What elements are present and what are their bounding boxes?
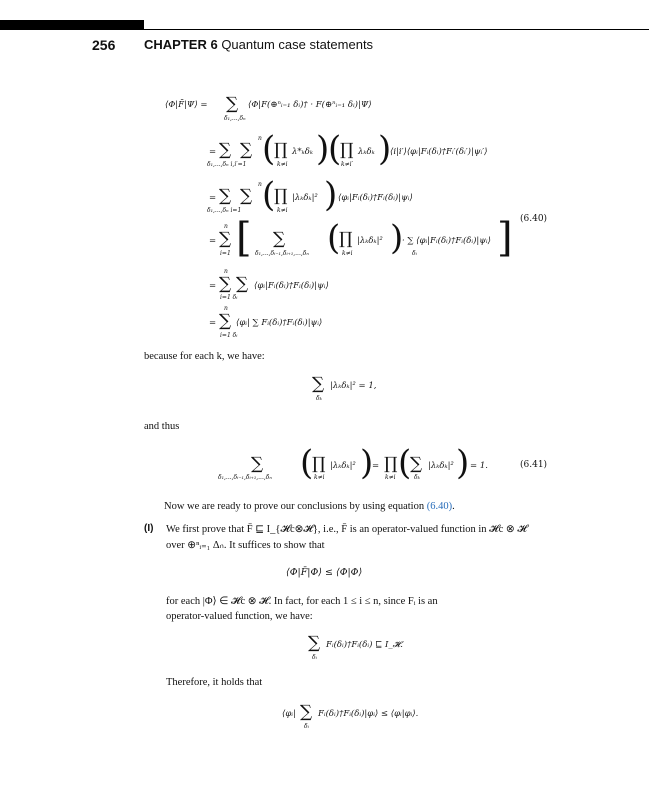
eq-sub-k: k≠i	[277, 207, 288, 214]
proof-intro	[164, 501, 455, 512]
sum-symbol: ∑	[219, 274, 232, 294]
page-number: 256	[92, 37, 116, 53]
sum-symbol: ∑	[312, 374, 325, 394]
eq-line4-body: · ∑ ⟨φᵢ|Fᵢ(δᵢ)†Fᵢ(δᵢ)|ψᵢ⟩	[402, 236, 491, 246]
sum-body: Fᵢ(δᵢ)†Fᵢ(δᵢ) ⊑ I_𝓗.	[326, 640, 403, 650]
sum-symbol: ∑	[226, 94, 239, 114]
eq-k-sub: δₖ	[316, 395, 322, 402]
eq-line6-sub: i=1 δᵢ	[220, 332, 238, 339]
sum-symbol: ∑	[219, 229, 232, 249]
eq-line1-body: ⟨Φ|F(⊕ⁿᵢ₌₁ δᵢ)† · F(⊕ⁿᵢ₌₁ δᵢ)|Ψ⟩	[248, 100, 372, 110]
sum-symbol: ∑	[236, 274, 249, 294]
item-line2: over ⊕ⁿᵢ₌₁ Δₙ. It suffices to show that	[166, 540, 325, 551]
sum-symbol: ∑	[240, 140, 253, 160]
eq-line2-sub: δ₁,...,δₙ i,i′=1	[207, 161, 247, 168]
proof-intro-text: Now we are ready to prove our conclusions by using equation	[164, 501, 427, 512]
eq641-sub-k: k≠i	[385, 474, 396, 481]
eq-line4-prod: |λₖδₖ|²	[357, 236, 383, 246]
header-rule-thin	[144, 29, 649, 30]
inequality: ⟨Φ|F̄|Φ⟩ ≤ ⟨Φ|Φ⟩	[286, 567, 363, 578]
prod-symbol: ∏	[340, 140, 354, 160]
paren-right: )	[324, 175, 338, 215]
eq-line6-body: ⟨φᵢ| ∑ Fᵢ(δᵢ)†Fᵢ(δᵢ)|ψᵢ⟩	[236, 318, 323, 328]
eq641-sub-prod: k≠i	[314, 474, 325, 481]
eq-sub-k: k≠i	[342, 250, 353, 257]
sum-sub: δᵢ	[312, 654, 317, 661]
eq-line4-eq: =	[209, 236, 217, 246]
eq-line3-sub: δ₁,...,δₙ i=1	[207, 207, 242, 214]
proof-intro-end: .	[452, 501, 455, 512]
eq-line2-prod1: λ*ₖδₖ	[292, 147, 313, 157]
eq-line6-eq: =	[209, 318, 217, 328]
equation-number: (6.40)	[520, 214, 548, 224]
prod-symbol: ∏	[339, 229, 353, 249]
paren-left: (	[327, 218, 341, 258]
paren-left: (	[398, 443, 412, 483]
eq641-sub1: δ₁,...,δᵢ₋₁,δᵢ₊₁,...,δₙ	[218, 474, 272, 481]
paren-right: )	[378, 129, 392, 169]
paren-left: (	[300, 443, 314, 483]
chapter-title: Quantum case statements	[221, 37, 374, 52]
eq-line5-eq: =	[209, 281, 217, 291]
eq641-prod2: |λₖδₖ|²	[428, 461, 454, 471]
equation-number: (6.41)	[520, 460, 548, 470]
prod-symbol: ∏	[312, 454, 326, 474]
prod-symbol: ∏	[384, 454, 398, 474]
eq-line3-body: ⟨φᵢ|Fᵢ(δᵢ)†Fᵢ(δᵢ)|ψᵢ⟩	[338, 193, 413, 203]
sum-symbol: ∑	[300, 702, 313, 722]
therefore: Therefore, it holds that	[166, 677, 263, 688]
paren-right: )	[360, 443, 374, 483]
bracket-left: [	[236, 215, 252, 261]
eq-sup-n: n	[224, 223, 228, 230]
eq641-end: = 1.	[470, 461, 488, 471]
sum-symbol: ∑	[410, 454, 423, 474]
foreach-line2: operator-valued function, we have:	[166, 611, 313, 622]
eq-line1-lhs: ⟨Φ|F̄|Ψ⟩ =	[165, 100, 208, 110]
sum-symbol: ∑	[273, 229, 286, 249]
chapter-label: CHAPTER 6	[144, 37, 218, 52]
eq641-prod1: |λₖδₖ|²	[330, 461, 356, 471]
sum-symbol: ∑	[219, 311, 232, 331]
eq-sub-delta: δᵢ	[412, 250, 417, 257]
eq-sup-n: n	[258, 181, 262, 188]
eq-line4-sub1: i=1	[220, 250, 231, 257]
paren-left: (	[328, 129, 342, 169]
final-body: Fᵢ(δᵢ)†Fᵢ(δᵢ)|φᵢ⟩ ≤ ⟨φᵢ|φᵢ⟩.	[318, 709, 419, 719]
paren-right: )	[316, 129, 330, 169]
eq-line2-eq: =	[209, 147, 217, 157]
paren-left: (	[262, 175, 276, 215]
eq641-mid: =	[372, 461, 380, 471]
eq-line5-body: ⟨φᵢ|Fᵢ(δᵢ)†Fᵢ(δᵢ)|ψᵢ⟩	[254, 281, 329, 291]
eq-sup-n: n	[224, 305, 228, 312]
paren-right: )	[456, 443, 470, 483]
foreach-line1: for each |Φ⟩ ∈ 𝓗c ⊗ 𝓗. In fact, for each 1 ≤ i ≤ n, since Fᵢ is an	[166, 596, 438, 607]
final-sub: δᵢ	[304, 723, 309, 730]
final-pre: ⟨φᵢ|	[282, 709, 296, 719]
item-line1: We first prove that F̄ ⊑ I_{𝓗c⊗𝓗}, i.e., F̄ is an operator-valued function in 𝓗c ⊗ 𝓗	[166, 524, 527, 535]
paren-right: )	[390, 218, 404, 258]
text-because: because for each k, we have:	[144, 351, 265, 362]
eq-line2-body: ⟨i|i′⟩⟨φᵢ|Fᵢ(δᵢ)†Fᵢ′(δᵢ′)|ψᵢ′⟩	[390, 147, 488, 157]
sum-symbol: ∑	[240, 186, 253, 206]
sum-symbol: ∑	[251, 454, 264, 474]
eq641-sub-dk: δₖ	[414, 474, 420, 481]
text-and-thus: and thus	[144, 421, 180, 432]
eq-line3-eq: =	[209, 193, 217, 203]
prod-symbol: ∏	[274, 140, 288, 160]
sum-symbol: ∑	[219, 186, 232, 206]
eq-sup-n: n	[224, 268, 228, 275]
equation-ref-link[interactable]: (6.40)	[426, 501, 453, 512]
eq-line3-prod: |λₖδₖ|²	[292, 193, 318, 203]
item-label: (I)	[144, 523, 154, 534]
sum-symbol: ∑	[219, 140, 232, 160]
prod-symbol: ∏	[274, 186, 288, 206]
chapter-heading	[144, 37, 373, 52]
eq-sup-n: n	[258, 135, 262, 142]
eq-line4-sub2: δ₁,...,δᵢ₋₁,δᵢ₊₁,...,δₙ	[255, 250, 309, 257]
eq-line5-sub: i=1 δᵢ	[220, 294, 238, 301]
eq-sub-k: k≠i	[277, 161, 288, 168]
eq-k-body: |λₖδₖ|² = 1,	[330, 381, 377, 391]
eq-line2-prod2: λₖδₖ	[358, 147, 375, 157]
bracket-right: ]	[497, 215, 513, 261]
header-rule-thick	[0, 20, 144, 30]
eq-line1-sub: δ₁,...,δₙ	[224, 115, 246, 122]
sum-symbol: ∑	[308, 633, 321, 653]
eq-sub-k2: k≠i′	[341, 161, 353, 168]
paren-left: (	[262, 129, 276, 169]
